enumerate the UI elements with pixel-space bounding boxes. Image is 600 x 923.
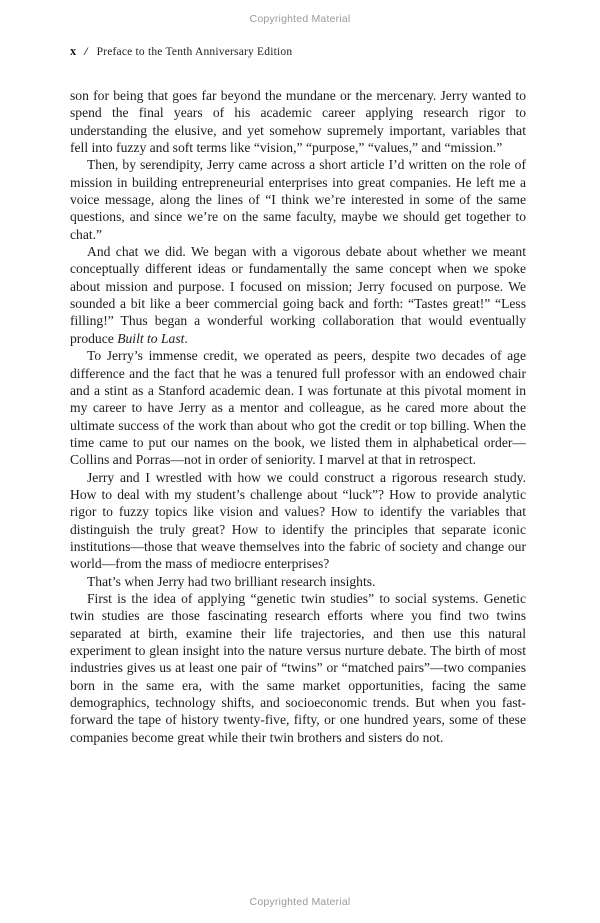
text-run: And chat we did. We began with a vigorous debate about whether we meant conceptually different ideas or fundamentally the same concept when we spoke about mission and purpose. I focused on mission; Jerry focused on purpose. We sounded a bit like a beer commercial going back and forth: “Tastes great!” “Less filling!” Thus began a wonderful working collaboration that would eventually produce [70,244,526,346]
paragraph [70,347,526,468]
paragraph [70,469,526,573]
copyright-notice-top: Copyrighted Material [249,13,351,25]
book-title-italic: Built to Last [117,330,185,346]
text-run: First is the idea of applying “genetic twin studies” to social systems. Genetic twin studies are those fascinating research efforts where you find two twins separated at birth, examine their life trajectories, and then use this natural experiment to glean insight into the nature versus nurture debate. The birth of most industries gives us at least one pair of “twins” or “matched pairs”—two companies born in the same era, with the same market opportunities, facing the same demographics, technology shifts, and socioeconomic trends. But when you fast-forward the tape of history twenty-five, fifty, or one hundred years, some of these companies become great while their twin brothers and sisters do not. [70,590,526,745]
copyright-notice-bottom: Copyrighted Material [249,896,351,908]
text-run: That’s when Jerry had two brilliant research insights. [87,573,376,589]
paragraph [70,156,526,243]
header-separator: / [84,44,88,58]
paragraph [70,87,526,156]
paragraph [70,590,526,746]
body-text [70,87,526,746]
text-run: son for being that goes far beyond the mundane or the mercenary. Jerry wanted to spend the final years of his academic career applying research rigor to understanding the elusive, and yet somehow supremely important, variables that fell into fuzzy and soft terms like “vision,” “purpose,” “values,” and “mission.” [70,88,526,156]
header-title: Preface to the Tenth Anniversary Edition [96,46,293,58]
running-header [70,44,526,59]
text-run: Jerry and I wrestled with how we could construct a rigorous research study. How to deal with my student’s challenge about “luck”? How to provide analytic rigor to fuzzy topics like vision and values? How to identify the variables that distinguish the truly great? How to identify the principles that separate iconic institutions—those that weave themselves into the fabric of society and change our world—from the mass of mediocre enterprises? [70,469,526,572]
text-run: Then, by serendipity, Jerry came across a short article I’d written on the role of mission in building entrepreneurial enterprises into great companies. He left me a voice message, along the lines of “I think we’re interested in some of the same questions, and since we’re on the same faculty, maybe we should get together to chat.” [70,157,526,242]
page-number: x [70,44,77,58]
paragraph [70,573,526,590]
text-run: To Jerry’s immense credit, we operated as peers, despite two decades of age difference and the fact that he was a tenured full professor with an endowed chair and a stint as a Stanford academic dean. I was fortunate at this pivotal moment in my career to have Jerry as a mentor and colleague, as he cared more about the ultimate success of the work than about who got the credit or top billing. When the time came to put our names on the book, we listed them in alphabetical order—Collins and Porras—not in order of seniority. I marvel at that in retrospect. [70,348,526,468]
paragraph [70,243,526,347]
text-run: . [184,330,188,346]
